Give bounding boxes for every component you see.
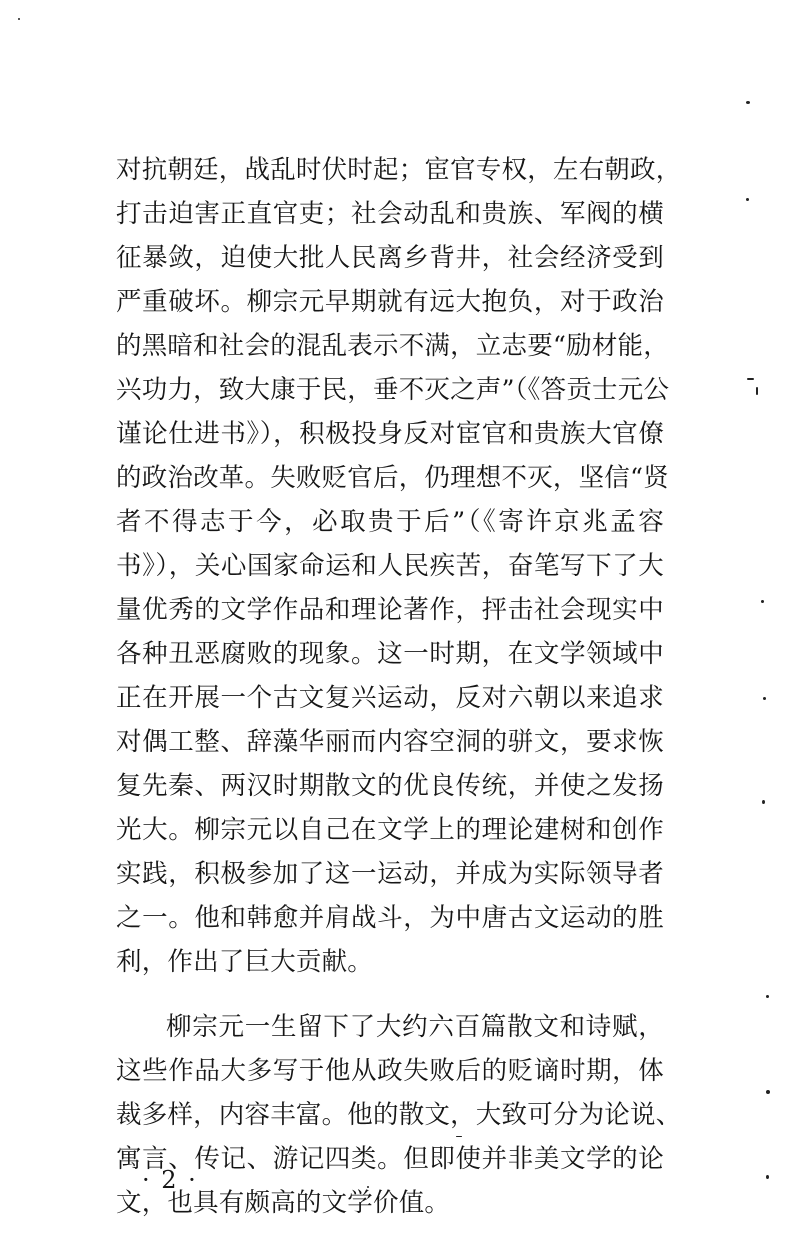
text-line: 量优秀的文学作品和理论著作，抨击社会现实中: [116, 595, 664, 625]
text-line: 者不得志于今，必取贵于后”（《寄许京兆孟容: [116, 507, 664, 537]
text-line: 这些作品大多写于他从政失败后的贬谪时期，体: [116, 1056, 664, 1086]
text-line: 书》），关心国家命运和人民疾苦，奋笔写下了大: [116, 551, 664, 581]
text-line: 征暴敛，迫使大批人民离乡背井，社会经济受到: [116, 243, 664, 273]
page-number: · 2 ·: [142, 1166, 198, 1194]
text-line: 光大。柳宗元以自己在文学上的理论建树和创作: [116, 815, 664, 845]
paragraph-gap: [116, 984, 664, 1005]
scan-speck: [746, 101, 750, 104]
text-line: 对抗朝廷，战乱时伏时起；宦官专权，左右朝政，: [116, 155, 682, 185]
scan-speck: [763, 697, 766, 700]
paragraph-1: [116, 148, 682, 984]
scan-speck: [456, 1136, 462, 1137]
text-line: 打击迫害正直官吏；社会动乱和贵族、军阀的横: [116, 199, 664, 229]
text-line: 柳宗元一生留下了大约六百篇散文和诗赋，: [166, 1012, 664, 1042]
scan-speck: [367, 1186, 369, 1188]
text-line: 各种丑恶腐败的现象。这一时期，在文学领域中: [116, 639, 664, 669]
scan-speck: [747, 378, 754, 380]
text-line: 寓言、传记、游记四类。但即使并非美文学的论: [116, 1144, 664, 1174]
scan-speck: [766, 1175, 769, 1179]
scan-speck: [756, 387, 758, 395]
text-line: 正在开展一个古文复兴运动，反对六朝以来追求: [116, 683, 664, 713]
text-line: 复先秦、两汉时期散文的优良传统，并使之发扬: [116, 771, 664, 801]
text-line: 的政治改革。失败贬官后，仍理想不灭，坚信“贤: [116, 463, 669, 493]
text-line: 利，作出了巨大贡献。: [116, 947, 374, 977]
text-line: 谨论仕进书》），积极投身反对宦官和贵族大官僚: [116, 419, 664, 449]
text-line: 严重破坏。柳宗元早期就有远大抱负，对于政治: [116, 287, 664, 317]
scan-speck: [762, 800, 765, 804]
text-line: 实践，积极参加了这一运动，并成为实际领导者: [116, 859, 664, 889]
scan-speck: [18, 18, 20, 20]
text-line: 裁多样，内容丰富。他的散文，大致可分为论说、: [116, 1100, 682, 1130]
scan-speck: [746, 198, 749, 201]
text-line: 对偶工整、辞藻华丽而内容空洞的骈文，要求恢: [116, 727, 664, 757]
text-line: 之一。他和韩愈并肩战斗，为中唐古文运动的胜: [116, 903, 664, 933]
text-line: 的黑暗和社会的混乱表示不满，立志要“励材能，: [116, 331, 669, 361]
text-line: 兴功力，致大康于民，垂不灭之声”（《答贡士元公: [116, 375, 670, 405]
scan-speck: [766, 995, 769, 998]
scan-speck: [761, 600, 764, 603]
scan-speck: [766, 1090, 770, 1094]
body-text: [116, 148, 682, 1225]
text-line: 文，也具有颇高的文学价值。: [116, 1188, 451, 1218]
